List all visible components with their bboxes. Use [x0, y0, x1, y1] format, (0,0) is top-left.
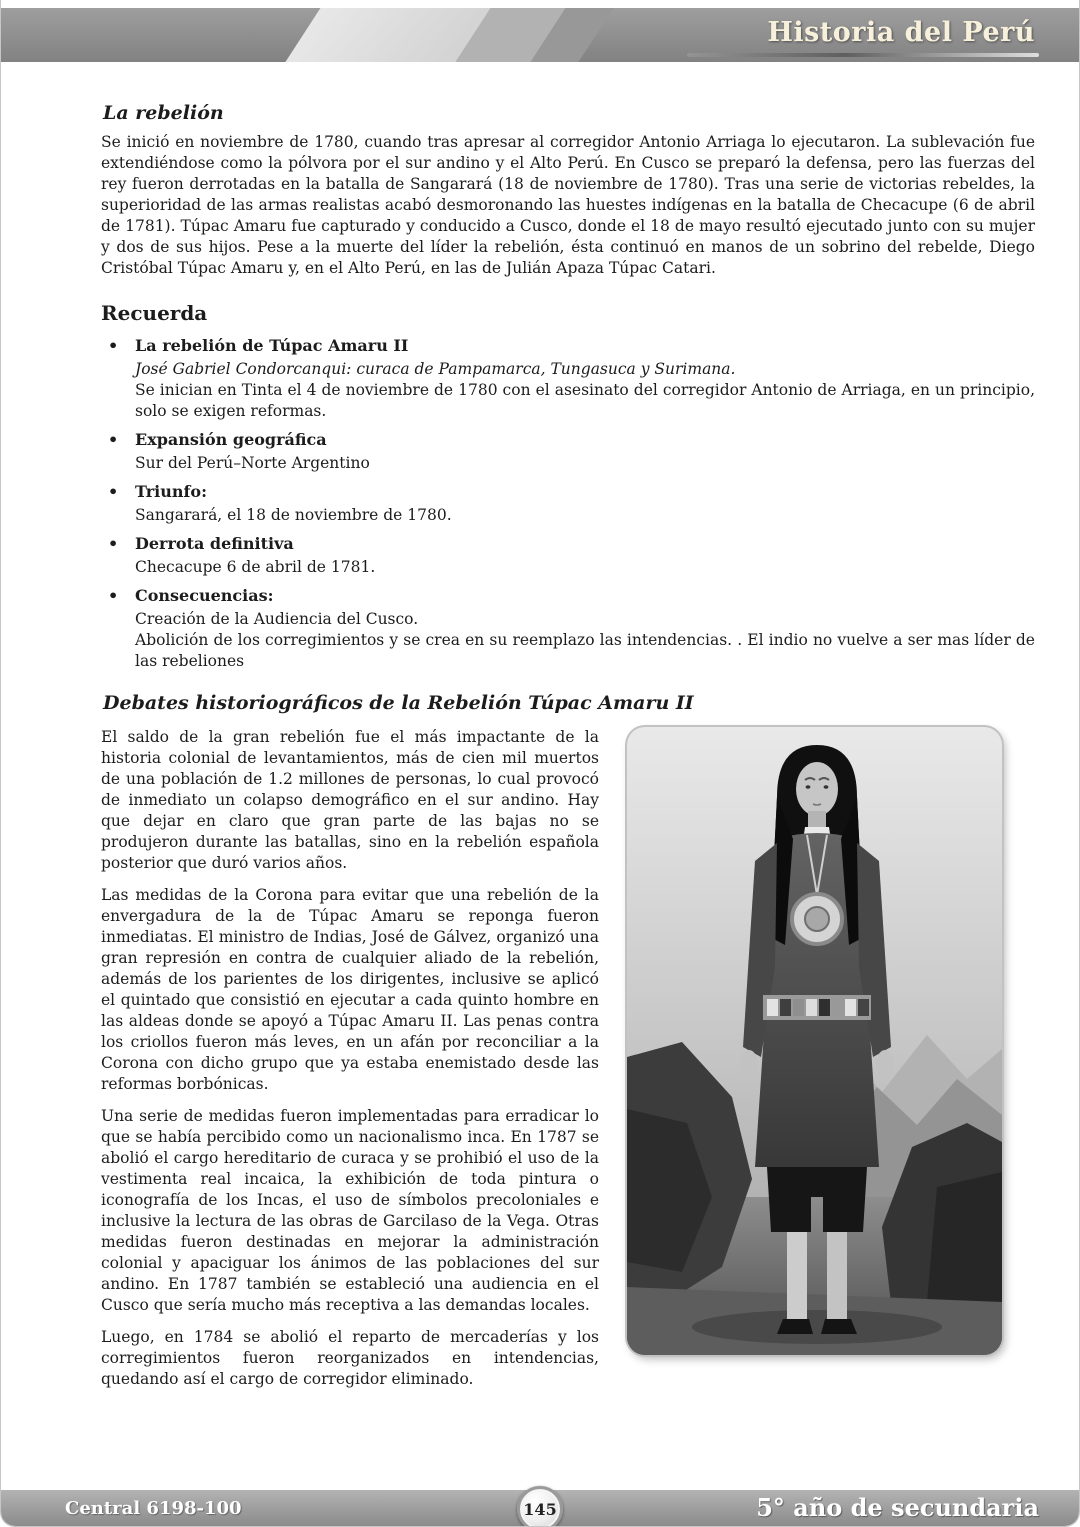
recuerda-heading: Recuerda: [101, 301, 208, 325]
list-item-body: [135, 481, 1035, 526]
bullet-icon: •: [108, 336, 119, 355]
page-footer: [1, 1490, 1079, 1526]
page-title: Historia del Perú: [767, 17, 1035, 48]
debates-text-column: [101, 727, 599, 1401]
debates-paragraph: Las medidas de la Corona para evitar que una rebelión de la envergadura de la de Túpac Amaru se reponga fueron inmediatas. El ministro de Indias, José de Gálvez, organizó una gran represión en contra de cualquier aliado de la rebelión, además de los parientes de los dirigentes, inclusive se aplicó el quintado que consistió en ejecutar a cada quinto hombre en las aldeas donde se apoyó a Túpac Amaru II. Las penas contra los criollos fueron más leves, en un afán por reconciliar a la Corona con dicho grupo que ya estaba enemistado desde las reformas borbónicas.: [101, 886, 599, 1093]
list-item-body: [135, 335, 1035, 422]
debates-paragraph: Una serie de medidas fueron implementadas para erradicar lo que se había percibido como un nacionalismo inca. En 1787 se abolió el cargo hereditario de curaca y se prohibió el uso de la vestimenta real incaica, la exhibición de toda pintura o iconografía de los Incas, el uso de símbolos precoloniales e inclusive la lectura de las obras de Garcilaso de la Vega. Otras medidas fueron destinadas en mejorar la administración colonial y apaciguar los ánimos de las poblaciones del sur andino. En 1787 también se estableció una audiencia en el Cusco que sería mucho más receptiva a las demandas locales.: [101, 1107, 599, 1314]
bullet-icon: •: [108, 534, 119, 553]
debates-heading: Debates historiográficos de la Rebelión Túpac Amaru II: [103, 692, 694, 714]
bullet-line: Checacupe 6 de abril de 1781.: [135, 558, 376, 576]
content-area: [1, 0, 1079, 1401]
bullet-icon: •: [108, 430, 119, 449]
header-rule: [687, 53, 1039, 57]
list-item-body: [135, 429, 1035, 474]
section-debates: [101, 692, 1035, 1401]
bullet-title: La rebelión de Túpac Amaru II: [135, 336, 409, 355]
section-rebelion: [101, 102, 1035, 279]
debates-paragraph: Luego, en 1784 se abolió el reparto de mercaderías y los corregimientos fueron reorganizados en intendencias, quedando así el cargo de corregidor eliminado.: [101, 1328, 599, 1388]
list-item: [101, 585, 1035, 672]
bullet-line: Se inician en Tinta el 4 de noviembre de 1780 con el asesinato del corregidor Antonio de Arriaga, en un principio, solo se exigen reformas.: [135, 381, 1035, 420]
list-item-body: [135, 533, 1035, 578]
list-item: [101, 429, 1035, 474]
rebelion-paragraph: Se inició en noviembre de 1780, cuando tras apresar al corregidor Antonio Arriaga lo ejecutaron. La sublevación fue extendiéndose como la pólvora por el sur andino y el Alto Perú. En Cusco se preparó la defensa, pero las fuerzas del rey fueron derrotadas en la batalla de Sangarará (18 de noviembre de 1780). Tras una serie de victorias rebeldes, la superioridad de las armas realistas acabó desmoronando las huestes indígenas en la batalla de Checacupe (6 de abril de 1781). Túpac Amaru fue capturado y conducido a Cusco, donde el 18 de mayo resultó ejecutado junto con su mujer y dos de sus hijos. Pese a la muerte del líder la rebelión, ésta continuó en manos de un sobrino del rebelde, Diego Cristóbal Túpac Amaru y, en el Alto Perú, en las de Julián Apaza Túpac Catari.: [101, 133, 1035, 277]
tupac-amaru-portrait-graphic: [627, 727, 1002, 1355]
list-item: [101, 481, 1035, 526]
footer-phone: Central 6198-100: [65, 1498, 242, 1519]
bullet-line: Abolición de los corregimientos y se crea en su reemplazo las intendencias. . El indio no vuelve a ser mas líder de las rebeliones: [135, 631, 1035, 670]
bullet-icon: •: [108, 586, 119, 605]
bullet-title: Expansión geográfica: [135, 430, 327, 449]
bullet-title: Derrota definitiva: [135, 534, 294, 553]
page-header: [1, 8, 1079, 62]
bullet-line: Creación de la Audiencia del Cusco.: [135, 610, 419, 628]
footer-grade: 5° año de secundaria: [756, 1493, 1039, 1522]
tupac-amaru-portrait: [627, 727, 1002, 1355]
bullet-line: Sur del Perú–Norte Argentino: [135, 454, 370, 472]
rebelion-heading: La rebelión: [103, 102, 224, 124]
list-item: [101, 335, 1035, 422]
debates-columns: [101, 727, 1035, 1401]
bullet-title: Triunfo:: [135, 482, 207, 501]
bullet-title: Consecuencias:: [135, 586, 274, 605]
bullet-line: José Gabriel Condorcanqui: curaca de Pampamarca, Tungasuca y Surimana.: [135, 360, 736, 378]
bullet-icon: •: [108, 482, 119, 501]
debates-paragraph: El saldo de la gran rebelión fue el más impactante de la historia colonial de levantamientos, más de cien mil muertos de una población de 1.2 millones de personas, lo cual provocó de inmediato un colapso demográfico en el sur andino. Hay que dejar en claro que gran parte de las bajas no se produjeron durante las batallas, sino en la rebelión española posterior que duró varios años.: [101, 728, 599, 872]
page-number-badge: [517, 1486, 563, 1527]
section-recuerda: [101, 301, 1035, 672]
page-number: 145: [523, 1499, 557, 1519]
list-item: [101, 533, 1035, 578]
list-item-body: [135, 585, 1035, 672]
bullet-line: Sangarará, el 18 de noviembre de 1780.: [135, 506, 452, 524]
